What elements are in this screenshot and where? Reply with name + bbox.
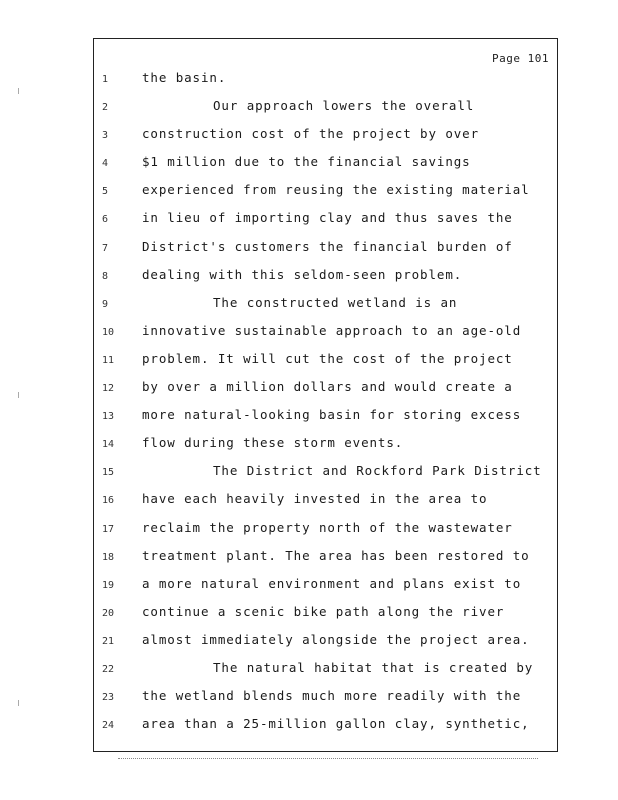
line-text: dealing with this seldom-seen problem. [142,266,463,282]
line-number: 22 [102,663,115,675]
margin-mark [18,392,19,398]
line-text: The natural habitat that is created by [213,659,534,675]
line-number: 8 [102,270,109,282]
transcript-line [94,347,557,375]
line-number: 24 [102,720,115,732]
line-text: area than a 25-million gallon clay, synthetic, [142,716,530,732]
line-number: 7 [102,242,109,254]
transcript-line [94,712,557,740]
transcript-line [94,431,557,459]
margin-mark [18,88,19,94]
line-number: 12 [102,383,115,395]
line-number: 11 [102,354,115,366]
transcript-line [94,263,557,291]
line-number: 21 [102,635,115,647]
line-number: 16 [102,495,115,507]
transcript-line [94,487,557,515]
transcript-line [94,122,557,150]
line-text: have each heavily invested in the area to [142,491,488,507]
transcript-line [94,544,557,572]
transcript-line [94,206,557,234]
transcript-line [94,235,557,263]
line-number: 5 [102,186,109,198]
line-number: 3 [102,130,109,142]
transcript-line [94,656,557,684]
transcript-line [94,628,557,656]
page-number: Page 101 [492,52,549,65]
line-text: the wetland blends much more readily with the [142,688,522,704]
line-number: 9 [102,298,109,310]
line-text: The constructed wetland is an [213,294,458,310]
line-number: 23 [102,692,115,704]
transcript-line [94,150,557,178]
line-text: flow during these storm events. [142,435,404,451]
line-text: Our approach lowers the overall [213,98,475,114]
line-text: by over a million dollars and would create a [142,379,513,395]
line-text: innovative sustainable approach to an age-old [142,322,522,338]
line-text: almost immediately alongside the project area. [142,631,530,647]
transcript-line [94,684,557,712]
line-text: the basin. [142,70,227,85]
line-text: $1 million due to the financial savings [142,154,471,170]
line-text: The District and Rockford Park District [213,463,542,479]
transcript-line [94,178,557,206]
line-number: 17 [102,523,115,535]
line-number: 13 [102,411,115,423]
line-text: treatment plant. The area has been restored to [142,547,530,563]
transcript-line [94,459,557,487]
transcript-line [94,572,557,600]
line-text: reclaim the property north of the wastewater [142,519,513,535]
line-number: 15 [102,467,115,479]
margin-mark [18,700,19,706]
bottom-rule [118,758,538,759]
line-number: 2 [102,102,109,114]
transcript-line [94,403,557,431]
line-number: 1 [102,74,109,85]
transcript-line [94,600,557,628]
transcript-line [94,375,557,403]
transcript-line [94,291,557,319]
transcript-page [93,38,558,752]
line-number: 19 [102,579,115,591]
line-text: more natural-looking basin for storing excess [142,407,522,423]
line-number: 10 [102,326,115,338]
transcript-line [94,94,557,122]
line-number: 14 [102,439,115,451]
line-text: problem. It will cut the cost of the project [142,350,513,366]
line-number: 6 [102,214,109,226]
transcript-line [94,319,557,347]
line-number: 20 [102,607,115,619]
transcript-line [94,66,557,94]
line-number: 18 [102,551,115,563]
line-text: construction cost of the project by over [142,126,480,142]
line-text: a more natural environment and plans exist to [142,575,522,591]
transcript-lines [94,66,557,740]
line-text: in lieu of importing clay and thus saves the [142,210,513,226]
transcript-line [94,516,557,544]
line-text: continue a scenic bike path along the river [142,603,505,619]
line-text: experienced from reusing the existing material [142,182,530,198]
line-number: 4 [102,158,109,170]
line-text: District's customers the financial burden of [142,238,513,254]
